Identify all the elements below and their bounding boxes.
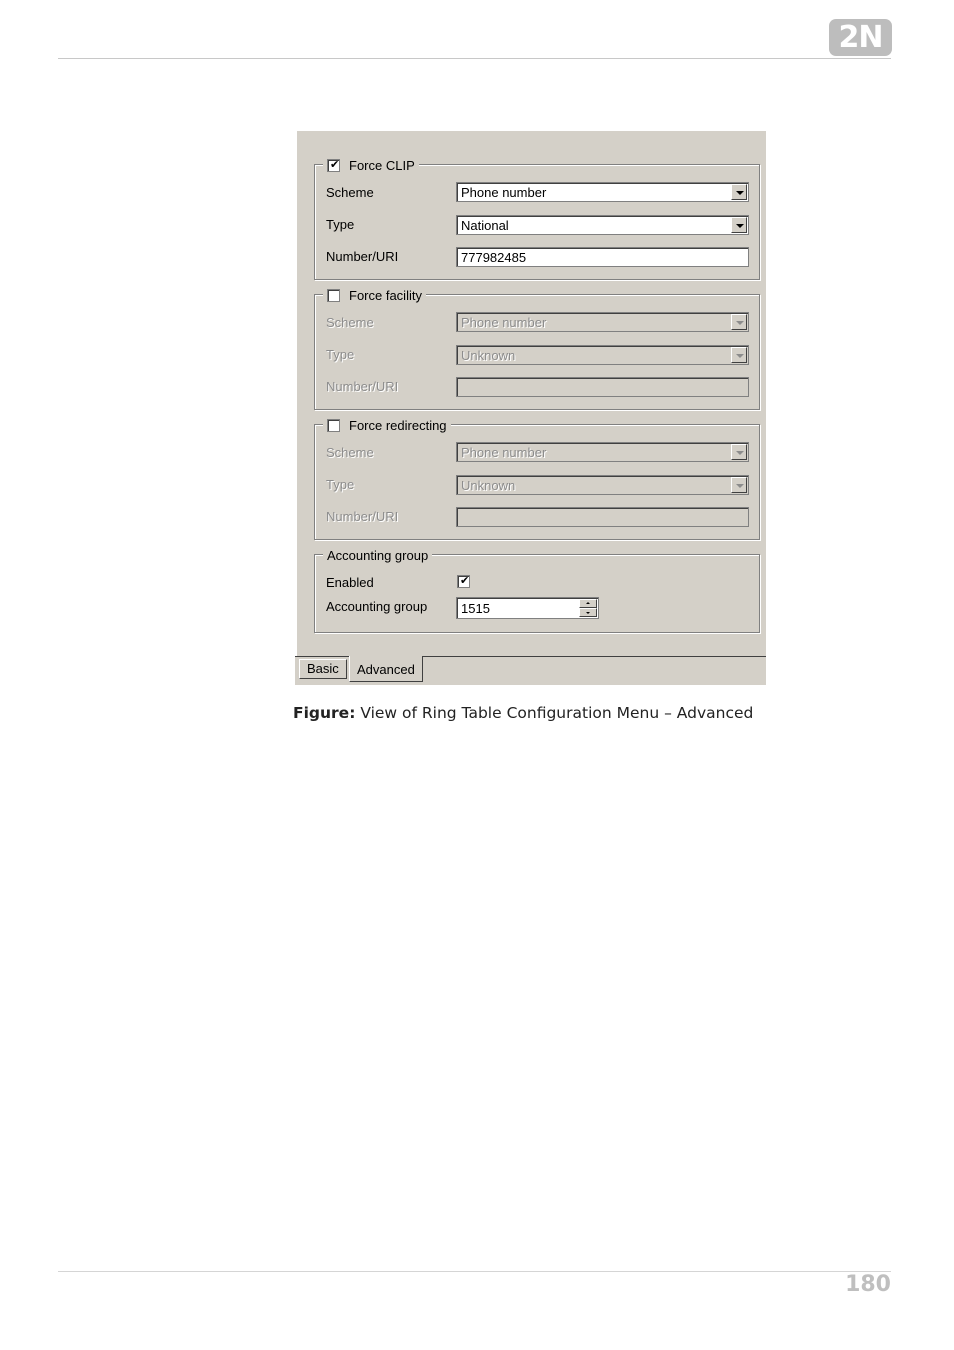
tab-basic[interactable]: Basic <box>299 659 347 679</box>
caption-prefix: Figure: <box>293 704 356 722</box>
number-uri-label: Number/URI <box>326 509 399 524</box>
brand-logo: 2N <box>829 19 892 56</box>
force-clip-checkbox[interactable] <box>327 159 340 172</box>
type-label: Type <box>326 217 355 232</box>
force-facility-scheme-select <box>456 312 749 332</box>
scheme-value: Phone number <box>461 185 547 200</box>
type-value: Unknown <box>461 348 516 363</box>
page-number: 180 <box>845 1272 891 1297</box>
force-clip-type-select[interactable] <box>456 215 749 235</box>
force-redirecting-scheme-select <box>456 442 749 462</box>
dropdown-arrow-icon[interactable] <box>731 217 747 233</box>
type-label: Type <box>326 477 355 492</box>
scheme-value: Phone number <box>461 445 547 460</box>
accounting-group-value: 1515 <box>461 601 490 616</box>
footer-rule <box>58 1271 891 1272</box>
number-uri-value: 777982485 <box>461 250 527 265</box>
force-facility-legend <box>323 286 426 304</box>
header-rule <box>58 58 891 59</box>
caption-text: View of Ring Table Configuration Menu – Advanced <box>355 704 754 722</box>
dropdown-arrow-icon <box>731 444 747 460</box>
ring-table-config-dialog <box>295 129 766 685</box>
force-clip-legend <box>323 156 419 174</box>
force-facility-label: Force facility <box>349 287 422 303</box>
force-redirecting-label: Force redirecting <box>349 417 447 433</box>
accounting-group <box>314 547 760 633</box>
spin-up-icon[interactable] <box>579 599 597 608</box>
force-clip-group <box>314 157 760 280</box>
checkmark-icon: ✔ <box>460 574 470 587</box>
force-facility-number-input <box>456 377 749 397</box>
spinner-buttons <box>579 599 597 617</box>
accounting-group-label: Accounting group <box>326 599 428 614</box>
accounting-group-legend <box>323 546 432 564</box>
force-clip-label: Force CLIP <box>349 157 415 173</box>
accounting-group-spinner[interactable] <box>456 597 599 619</box>
force-facility-group <box>314 287 760 410</box>
type-value: National <box>461 218 509 233</box>
force-redirecting-legend <box>323 416 451 434</box>
force-redirecting-number-input <box>456 507 749 527</box>
number-uri-label: Number/URI <box>326 379 399 394</box>
scheme-value: Phone number <box>461 315 547 330</box>
spin-down-icon[interactable] <box>579 608 597 617</box>
dropdown-arrow-icon <box>731 477 747 493</box>
force-clip-number-input[interactable] <box>456 247 749 267</box>
type-label: Type <box>326 347 355 362</box>
force-redirecting-type-select <box>456 475 749 495</box>
force-clip-scheme-select[interactable] <box>456 182 749 202</box>
force-redirecting-group <box>314 417 760 540</box>
enabled-label: Enabled <box>326 575 374 590</box>
dropdown-arrow-icon <box>731 347 747 363</box>
enabled-checkbox[interactable] <box>457 575 470 588</box>
force-facility-checkbox[interactable] <box>327 289 340 302</box>
scheme-label: Scheme <box>326 445 374 460</box>
accounting-group-title: Accounting group <box>327 547 429 563</box>
force-redirecting-checkbox[interactable] <box>327 419 340 432</box>
checkmark-icon: ✔ <box>330 157 340 171</box>
scheme-label: Scheme <box>326 315 374 330</box>
dropdown-arrow-icon[interactable] <box>731 184 747 200</box>
scheme-label: Scheme <box>326 185 374 200</box>
figure-caption <box>293 704 753 722</box>
number-uri-label: Number/URI <box>326 249 399 264</box>
force-facility-type-select <box>456 345 749 365</box>
type-value: Unknown <box>461 478 516 493</box>
dropdown-arrow-icon <box>731 314 747 330</box>
tab-advanced[interactable]: Advanced <box>349 656 423 682</box>
